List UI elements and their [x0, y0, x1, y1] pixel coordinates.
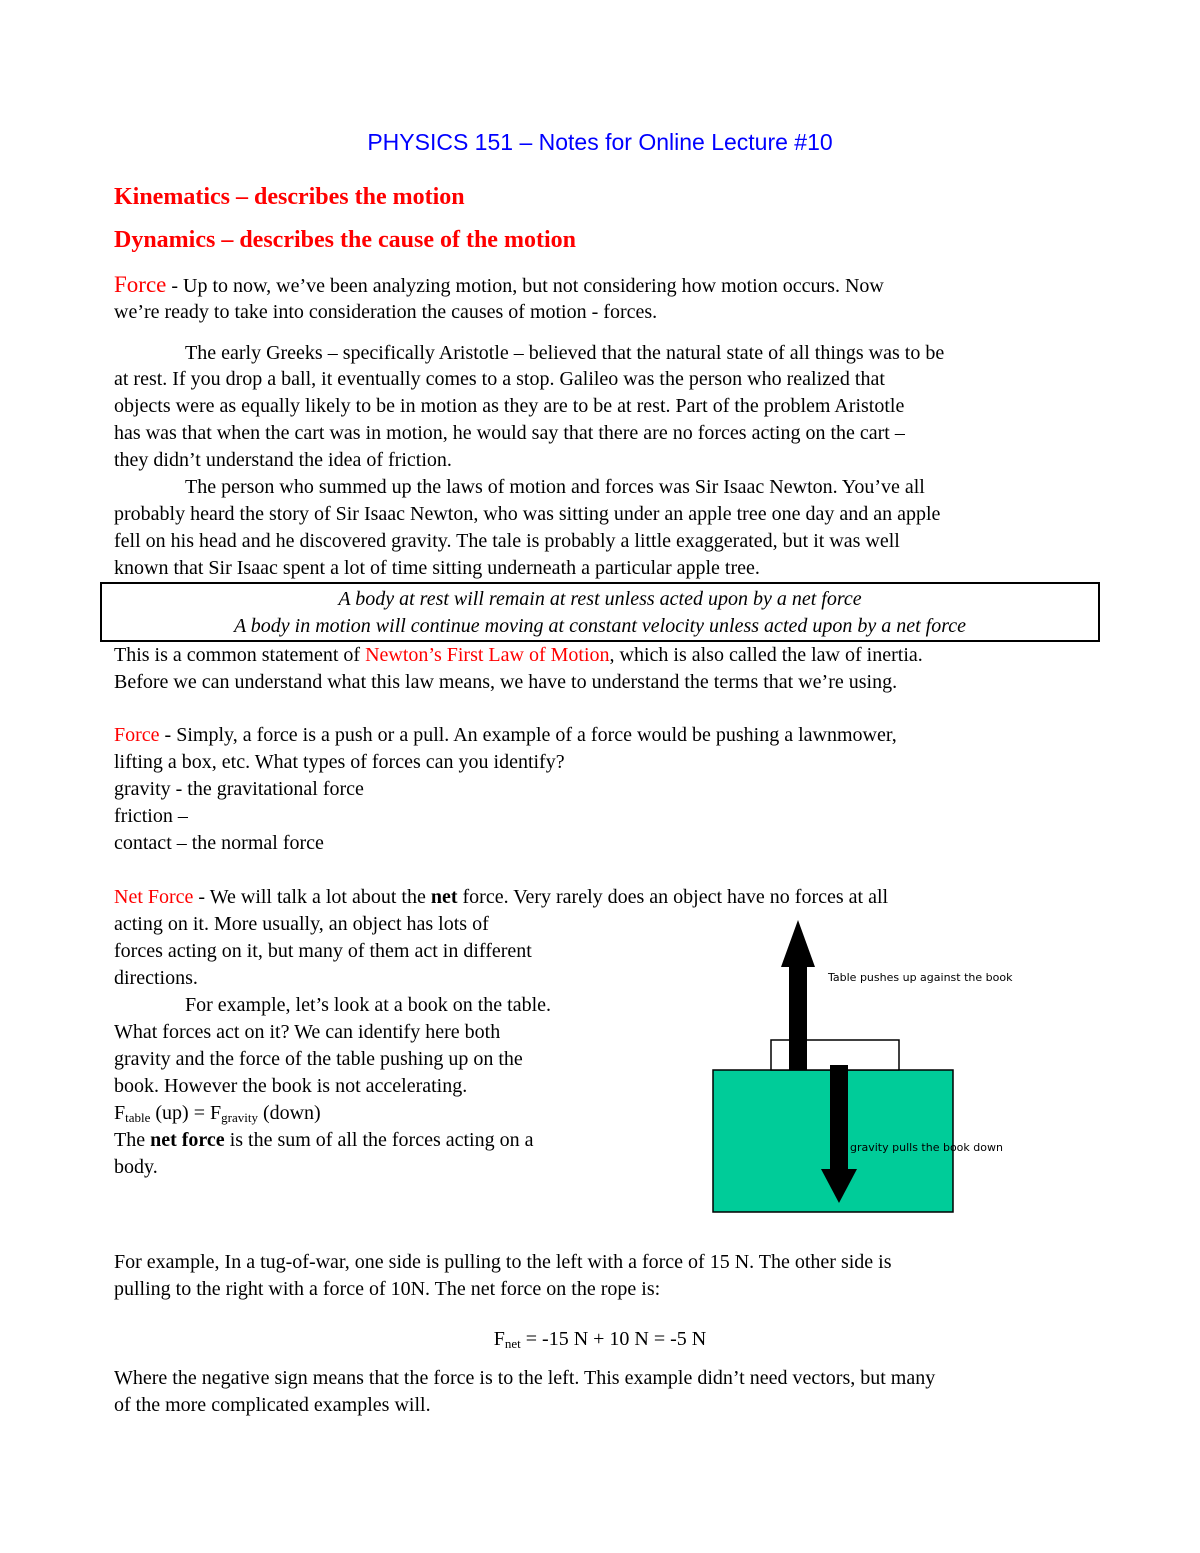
law-box-line2: A body in motion will continue moving at constant velocity unless acted upon by a net force: [233, 615, 967, 637]
force-balance-equation: [114, 1102, 321, 1126]
net-force-definition: [114, 1129, 534, 1152]
greeks-line: they didn’t understand the idea of friction.: [114, 449, 452, 471]
force-intro-line: [114, 272, 884, 298]
first-law-name: Newton’s First Law of Motion: [365, 644, 610, 666]
force-intro-text: - Up to now, we’ve been analyzing motion, but not considering how motion occurs. Now: [166, 275, 884, 297]
first-law-post: , which is also called the law of inertia.: [609, 644, 923, 666]
example-line: book. However the book is not accelerating.: [114, 1075, 468, 1097]
example-line: What forces act on it? We can identify here both: [114, 1021, 501, 1043]
net-force-line: [114, 886, 888, 909]
first-law-statement: [114, 644, 923, 667]
def-bold: net force: [150, 1129, 225, 1151]
dynamics-heading: Dynamics – describes the cause of the motion: [114, 227, 576, 253]
greeks-line: has was that when the cart was in motion, he would say that there are no forces acting on the cart –: [114, 422, 905, 444]
tug-line2: pulling to the right with a force of 10N. The net force on the rope is:: [114, 1278, 661, 1300]
newton-line: The person who summed up the laws of motion and forces was Sir Isaac Newton. You’ve all: [185, 476, 925, 498]
first-law-box: [100, 582, 1100, 642]
book-on-table-diagram: [700, 915, 1080, 1225]
tug-line1: For example, In a tug-of-war, one side is pulling to the left with a force of 15 N. The other side is: [114, 1251, 892, 1273]
force-def-text: - Simply, a force is a push or a pull. An example of a force would be pushing a lawnmower,: [159, 724, 897, 746]
eq-f-table: F: [114, 1102, 126, 1124]
law-box-line1: A body at rest will remain at rest unless acted upon by a net force: [338, 588, 862, 610]
newton-line: fell on his head and he discovered gravity. The tale is probably a little exaggerated, but it was well: [114, 530, 900, 552]
force-type-item: friction –: [114, 805, 188, 827]
eq-mid: (up) = F: [150, 1102, 222, 1124]
def-post: is the sum of all the forces acting on a: [224, 1129, 534, 1151]
force-definition-line: [114, 724, 897, 747]
example-line: gravity and the force of the table pushing up on the: [114, 1048, 523, 1070]
greeks-line: The early Greeks – specifically Aristotle – believed that the natural state of all things was to be: [185, 342, 945, 364]
kinematics-heading: Kinematics – describes the motion: [114, 184, 465, 210]
tug-line4: of the more complicated examples will.: [114, 1394, 431, 1416]
page-title: PHYSICS 151 – Notes for Online Lecture #10: [367, 129, 833, 155]
force-term: Force: [114, 272, 167, 297]
greeks-line: at rest. If you drop a ball, it eventually comes to a stop. Galileo was the person who realized that: [114, 368, 885, 390]
net-force-definition-line2: body.: [114, 1156, 158, 1178]
greeks-line: objects were as equally likely to be in motion as they are to be at rest. Part of the problem Aristotle: [114, 395, 905, 417]
net-force-text-line: directions.: [114, 967, 198, 989]
net-bold: net: [430, 886, 458, 908]
first-law-line2: Before we can understand what this law means, we have to understand the terms that we’re using.: [114, 671, 898, 693]
force-type-item: contact – the normal force: [114, 832, 324, 854]
example-line: For example, let’s look at a book on the table.: [185, 994, 552, 1016]
net-force-text-line: acting on it. More usually, an object has lots of: [114, 913, 489, 935]
tug-line3: Where the negative sign means that the force is to the left. This example didn’t need vectors, but many: [114, 1367, 936, 1389]
up-force-label: Table pushes up against the book: [828, 971, 1013, 984]
force-type-item: gravity - the gravitational force: [114, 778, 364, 800]
eq-rest: = -15 N + 10 N = -5 N: [520, 1328, 707, 1350]
eq-sub-gravity: gravity: [221, 1110, 258, 1125]
newton-line: probably heard the story of Sir Isaac Newton, who was sitting under an apple tree one day and an apple: [114, 503, 941, 525]
net-force-post: force. Very rarely does an object have no forces at all: [457, 886, 889, 908]
force-intro-line2: we’re ready to take into consideration the causes of motion - forces.: [114, 301, 658, 323]
eq-sub-net: net: [504, 1336, 521, 1351]
newton-line: known that Sir Isaac spent a lot of time sitting underneath a particular apple tree.: [114, 557, 760, 579]
net-force-term: Net Force: [114, 886, 194, 908]
eq-end: (down): [257, 1102, 321, 1124]
def-pre: The: [114, 1129, 151, 1151]
net-force-equation: [0, 1328, 1200, 1352]
force-def-line2: lifting a box, etc. What types of forces can you identify?: [114, 751, 565, 773]
first-law-pre: This is a common statement of: [114, 644, 366, 666]
net-force-pre: - We will talk a lot about the: [193, 886, 431, 908]
eq-fnet: F: [493, 1328, 505, 1350]
force-def-term: Force: [114, 724, 160, 746]
down-force-label: gravity pulls the book down: [850, 1141, 1003, 1154]
eq-sub-table: table: [125, 1110, 151, 1125]
net-force-text-line: forces acting on it, but many of them act in different: [114, 940, 532, 962]
